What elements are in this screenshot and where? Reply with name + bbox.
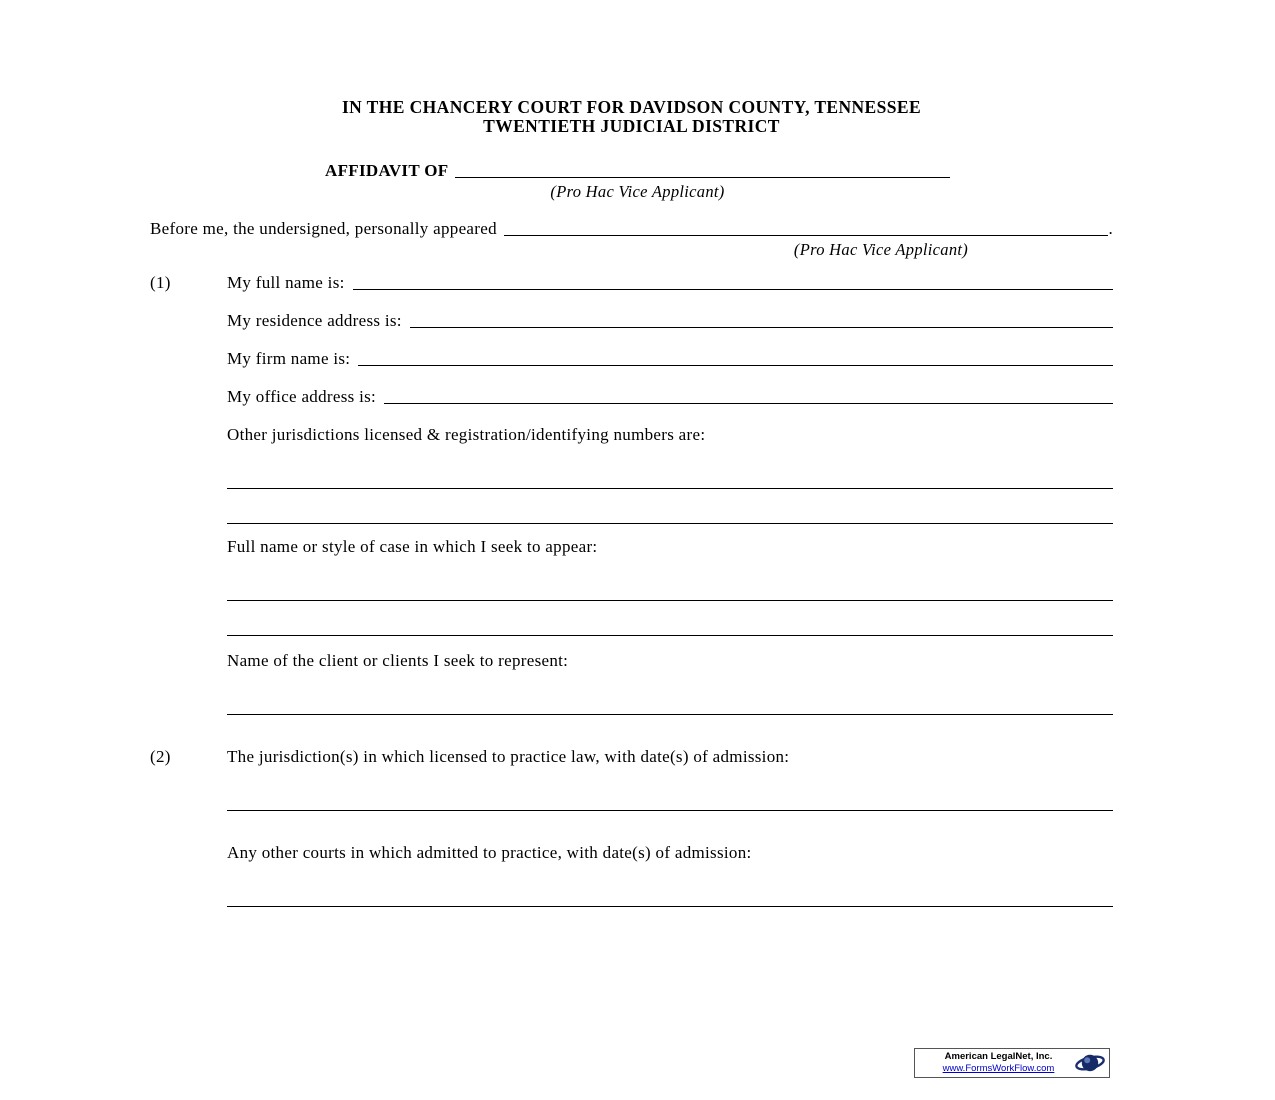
field-case-style-label: Full name or style of case in which I seek to appear: — [227, 537, 598, 556]
court-title-line1: IN THE CHANCERY COURT FOR DAVIDSON COUNTY, TENNESSEE — [341, 97, 922, 117]
field-residence-address — [227, 310, 1113, 332]
vendor-website-link[interactable]: www.FormsWorkFlow.com — [942, 1063, 1055, 1074]
appeared-name-blank — [504, 235, 1109, 236]
field-client-name-label: Name of the client or clients I seek to represent: — [227, 651, 569, 670]
vendor-badge-text — [923, 1051, 1074, 1075]
preamble-line — [150, 218, 1113, 240]
field-office-address — [227, 386, 1113, 408]
other-jurisdictions-write-line-2 — [227, 489, 1113, 524]
item-1-content — [227, 272, 1113, 715]
case-style-write-line-1 — [227, 574, 1113, 601]
vendor-name: American LegalNet, Inc. — [944, 1051, 1053, 1062]
full-name-blank — [353, 289, 1113, 290]
affidavit-label: AFFIDAVIT OF — [325, 161, 449, 180]
affidavit-name-blank — [455, 177, 950, 178]
item-2 — [150, 746, 1113, 907]
legalnet-globe-icon — [1074, 1050, 1106, 1076]
office-address-blank — [384, 403, 1113, 404]
field-full-name-label: My full name is: — [227, 273, 345, 292]
affidavit-caption: (Pro Hac Vice Applicant) — [550, 182, 725, 201]
field-other-jurisdictions-label: Other jurisdictions licensed & registration/identifying numbers are: — [227, 425, 706, 444]
preamble-period: . — [1108, 219, 1113, 238]
field-firm-name — [227, 348, 1113, 370]
item-1 — [150, 272, 1113, 715]
item-2-content — [227, 746, 1113, 907]
other-jurisdictions-write-line-1 — [227, 462, 1113, 489]
other-courts-write-line — [227, 880, 1113, 907]
field-office-address-label: My office address is: — [227, 387, 377, 406]
field-other-courts-label: Any other courts in which admitted to practice, with date(s) of admission: — [227, 843, 752, 862]
court-title-line2: TWENTIETH JUDICIAL DISTRICT — [483, 116, 780, 136]
vendor-badge — [914, 1048, 1110, 1078]
preamble-caption: (Pro Hac Vice Applicant) — [793, 240, 969, 259]
preamble-text: Before me, the undersigned, personally appeared — [150, 219, 497, 238]
item-2-number: (2) — [150, 747, 171, 766]
field-licensed-jurisdictions-label: The jurisdiction(s) in which licensed to practice law, with date(s) of admission: — [227, 747, 790, 766]
firm-name-blank — [358, 365, 1113, 366]
residence-address-blank — [410, 327, 1113, 328]
field-residence-address-label: My residence address is: — [227, 311, 402, 330]
field-full-name — [227, 272, 1113, 294]
affidavit-heading — [325, 160, 950, 182]
court-title — [150, 98, 1113, 136]
field-firm-name-label: My firm name is: — [227, 349, 351, 368]
licensed-jurisdictions-write-line — [227, 784, 1113, 811]
case-style-write-line-2 — [227, 601, 1113, 636]
client-name-write-line — [227, 688, 1113, 715]
item-1-number: (1) — [150, 273, 171, 292]
